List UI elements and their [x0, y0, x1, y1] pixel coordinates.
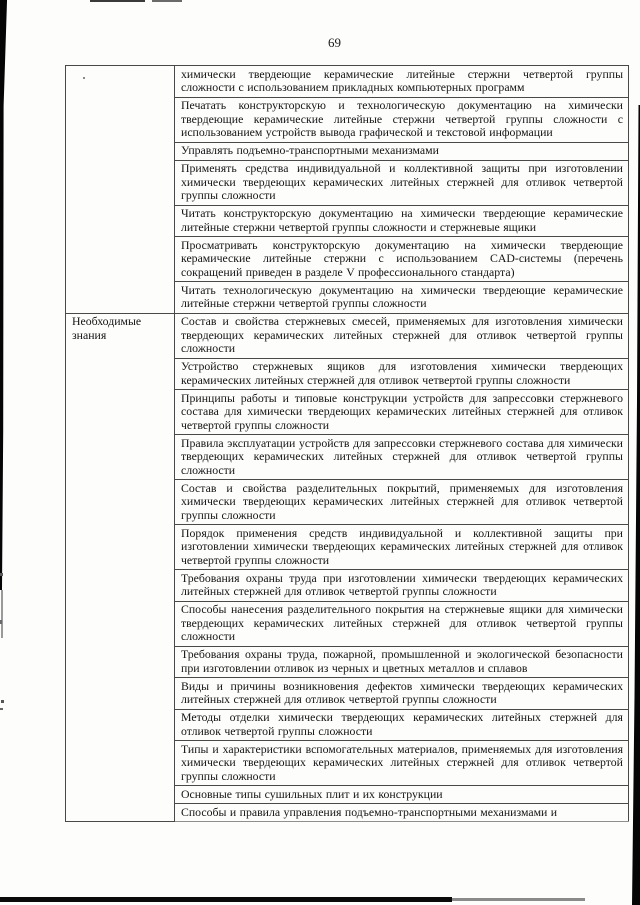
scan-top-mark	[152, 0, 182, 2]
table-cell: Способы нанесения разделительного покрытия на стержневые ящики для химически твердеющих керамических литейных стержней для отливок четвертой группы сложности	[175, 601, 629, 646]
page-number: 69	[328, 35, 341, 50]
table-cell: Состав и свойства стержневых смесей, применяемых для изготовления химически твердеющих керамических литейных стержней для отливок четвертой группы сложности	[175, 313, 629, 358]
table-cell: Способы и правила управления подъемно-транспортными механизмами и	[175, 804, 629, 822]
table-cell: Состав и свойства разделительных покрытий, применяемых для изготовления химически твердеющих керамических литейных стержней для отливок четвертой группы сложности	[175, 480, 629, 525]
table-cell: Требования охраны труда, пожарной, промышленной и экологической безопасности при изготовлении отливок из черных и цветных металлов и сплавов	[175, 646, 629, 678]
document-table	[65, 65, 629, 822]
scan-bottom-bar	[0, 897, 452, 902]
table-cell: Устройство стержневых ящиков для изготовления химически твердеющих керамических литейных стержней для отливок четвертой группы сложности	[175, 358, 629, 390]
table-cell: Читать конструкторскую документацию на химически твердеющие керамические литейные стержни четвертой группы сложности и стержневые ящики	[175, 205, 629, 237]
scan-speck	[0, 620, 2, 624]
table-cell: Порядок применения средств индивидуальной и коллективной защиты при изготовлении химически твердеющих керамических литейных стержней для отливок четвертой группы сложности	[175, 525, 629, 570]
table-row	[66, 313, 629, 358]
row-label-required-knowledge: Необходимые знания	[66, 313, 175, 822]
scan-bottom-bar-fade	[452, 898, 585, 901]
scan-top-mark	[90, 0, 145, 2]
scan-edge-left-tail	[1, 590, 3, 638]
scan-speck	[1, 700, 4, 703]
table-cell: Просматривать конструкторскую документацию на химически твердеющие керамические литейные стержни с использованием CAD-системы (перечень сокращений приведен в разделе V профессионального стандарта)	[175, 237, 629, 282]
scan-speck	[0, 573, 3, 576]
table-cell: Правила эксплуатации устройств для запрессовки стержневого состава для химически твердеющих керамических литейных стержней для отливок четвертой группы сложности	[175, 435, 629, 480]
table-cell: химически твердеющие керамические литейные стержни четвертой группы сложности с использованием прикладных компьютерных программ	[175, 66, 629, 98]
scan-edge-right	[630, 105, 640, 905]
scan-speck	[83, 77, 85, 79]
scan-edge-left	[0, 0, 8, 590]
table-row	[66, 66, 629, 98]
table-cell: Принципы работы и типовые конструкции устройств для запрессовки стержневого состава для химически твердеющих керамических литейных стержней для отливок четвертой группы сложности	[175, 390, 629, 435]
scan-speck	[0, 708, 3, 710]
table-cell: Виды и причины возникновения дефектов химически твердеющих керамических литейных стержней для отливок четвертой группы сложности	[175, 678, 629, 710]
table-cell: Основные типы сушильных плит и их конструкции	[175, 786, 629, 804]
table-cell: Требования охраны труда при изготовлении химически твердеющих керамических литейных стержней для отливок четвертой группы сложности	[175, 570, 629, 602]
table-cell: Печатать конструкторскую и технологическую документацию на химически твердеющие керамические литейные стержни четвертой группы сложности с использованием устройств вывода графической и текстовой информации	[175, 97, 629, 142]
row-label-empty	[66, 66, 175, 314]
table-cell: Применять средства индивидуальной и коллективной защиты при изготовлении химически твердеющих керамических литейных стержней для отливок четвертой группы сложности	[175, 160, 629, 205]
table-cell: Методы отделки химически твердеющих керамических литейных стержней для отливок четвертой группы сложности	[175, 709, 629, 741]
table-cell: Управлять подъемно-транспортными механизмами	[175, 142, 629, 160]
table-cell: Читать технологическую документацию на химически твердеющие керамические литейные стержни четвертой группы сложности	[175, 282, 629, 314]
table-cell: Типы и характеристики вспомогательных материалов, применяемых для изготовления химически твердеющих керамических литейных стержней для отливок четвертой группы сложности	[175, 741, 629, 786]
